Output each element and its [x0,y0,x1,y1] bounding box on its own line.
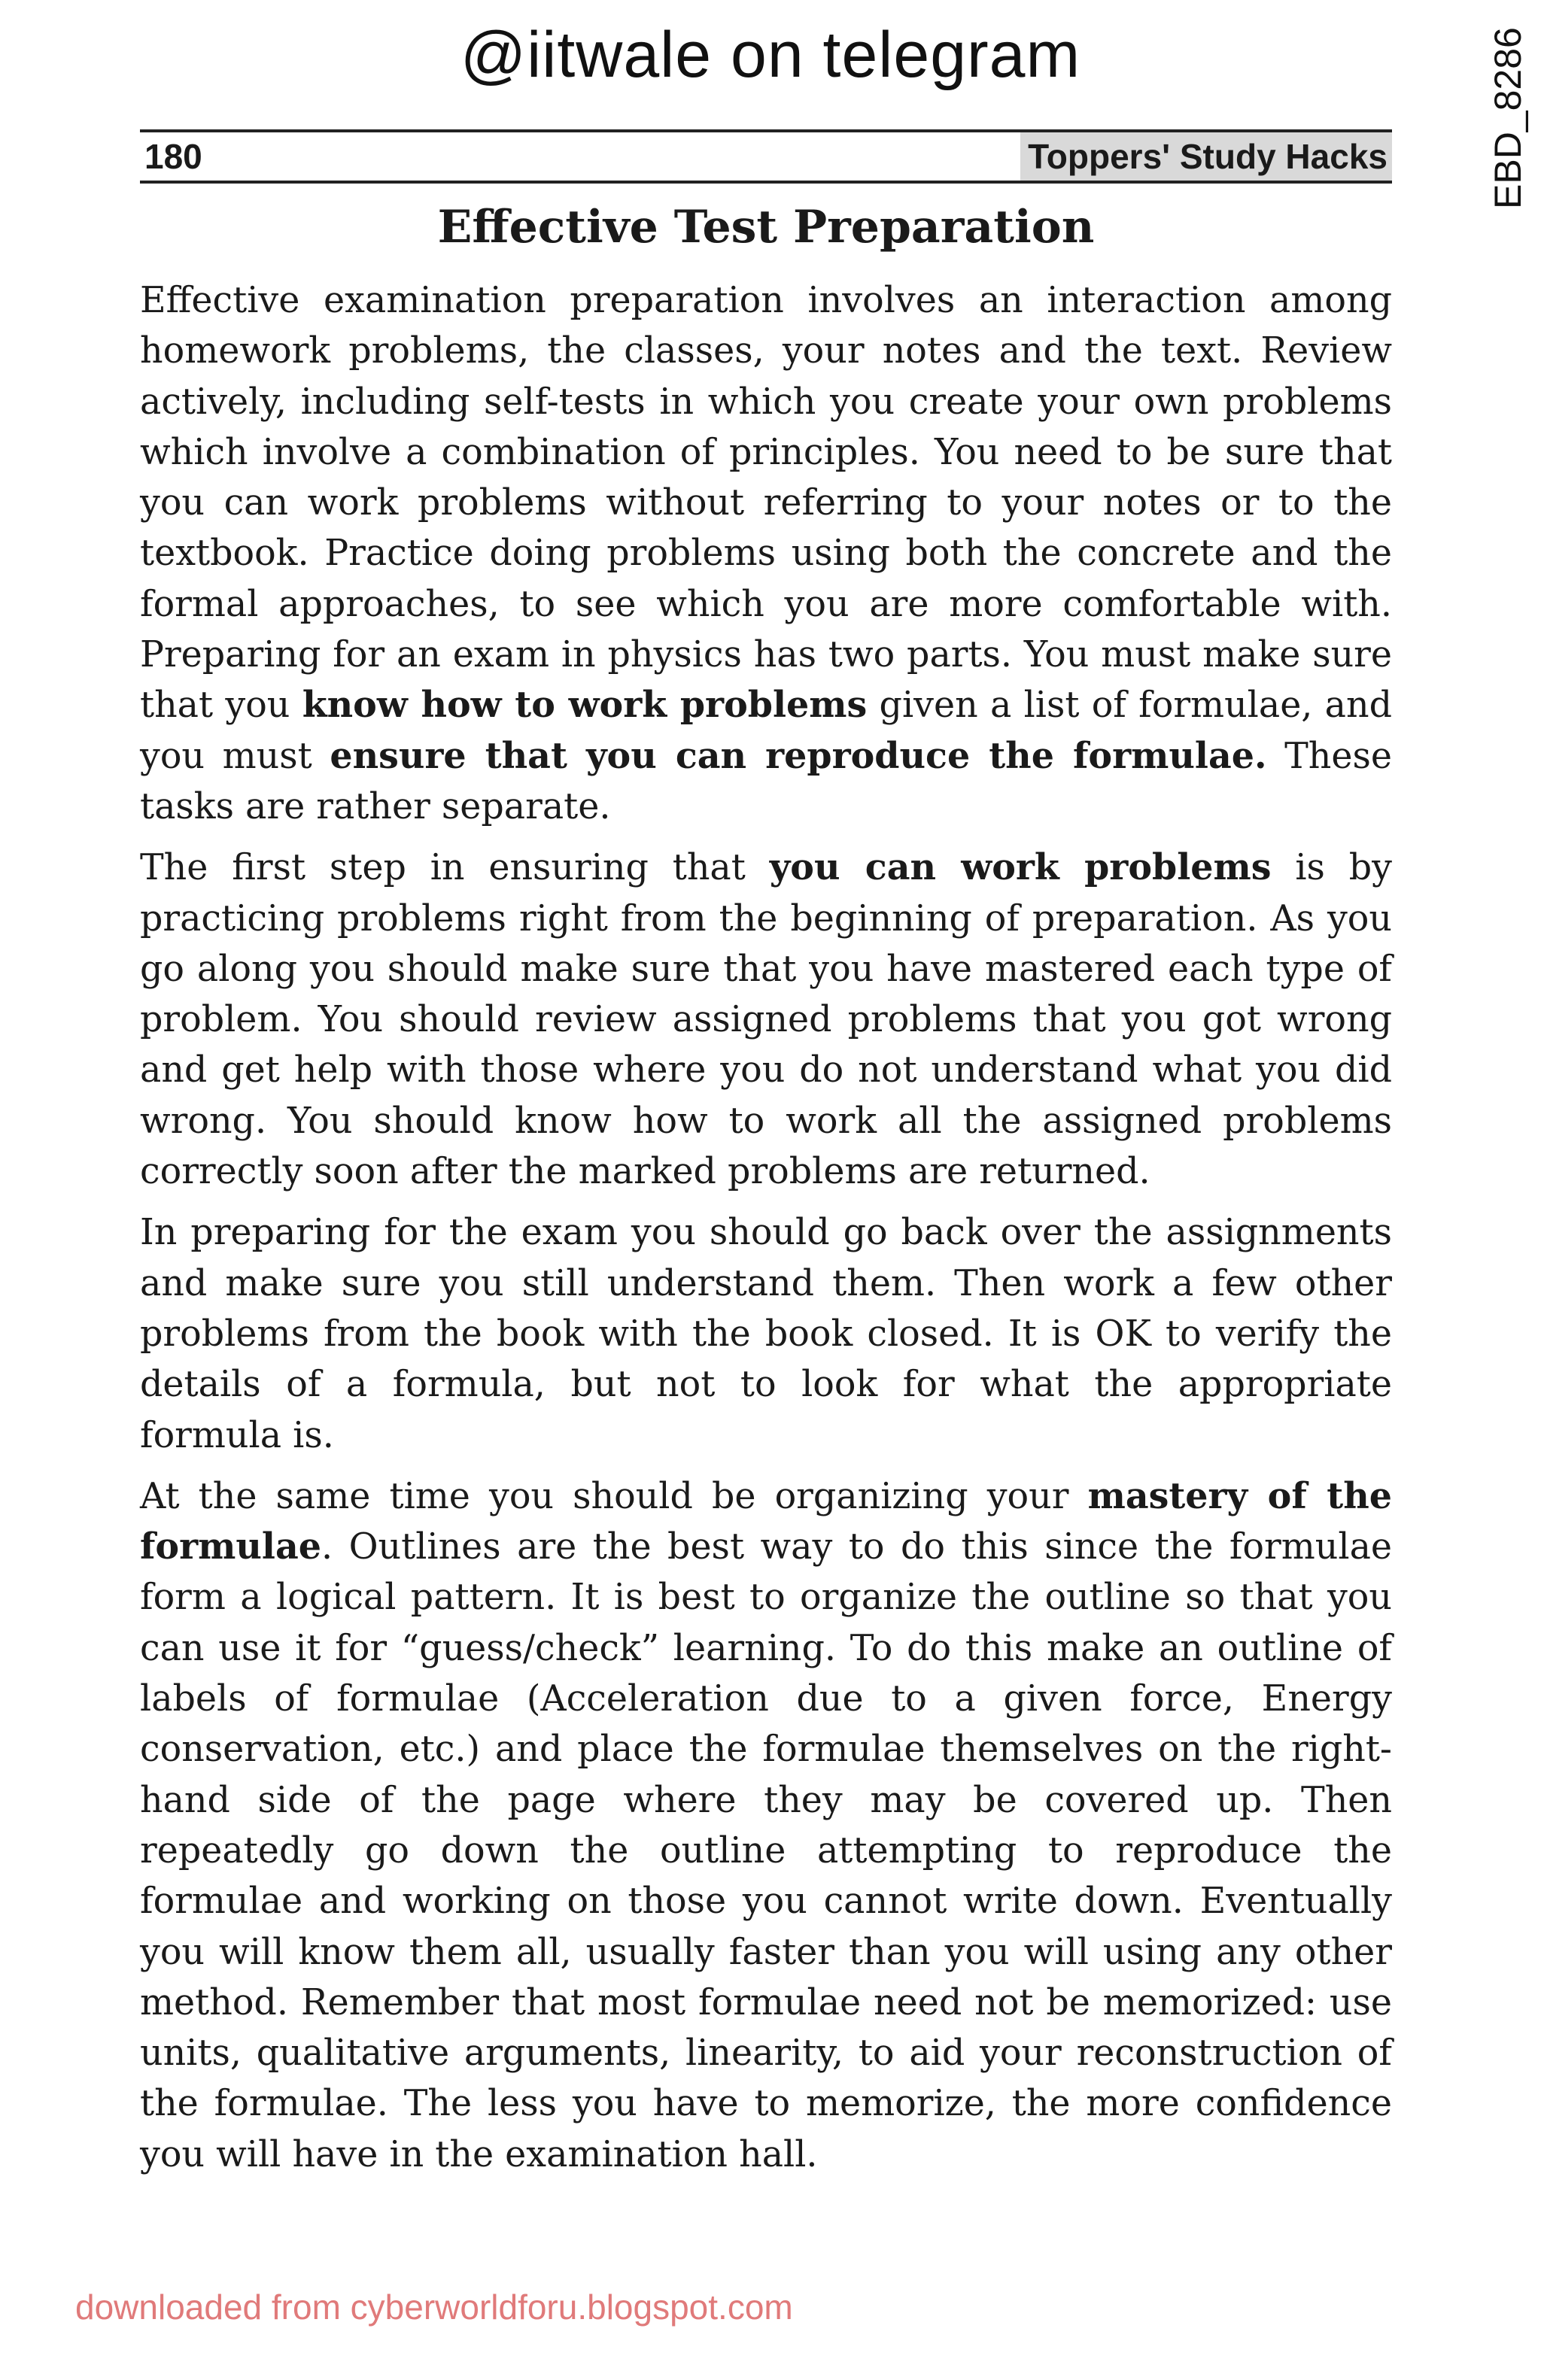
paragraph-text: . Outlines are the best way to do this since the formulae form a logical pattern. It is best to organize the outline so that you can use it for “guess/check” learning. To do this make an outline of labels of formulae (Acceleration due to a given force, Energy conservation, etc.) and place the formulae themselves on the right-hand side of the page where they may be covered up. Then repeatedly go down the outline attempting to reproduce the formulae and working on those you cannot write down. Eventually you will know them all, usually faster than you will using any other method. Remember that most formulae need not be memorized: use units, qualitative arguments, linearity, to aid your reconstruction of the formulae. The less you have to memorize, the more confidence you will have in the examination hall. [140,1526,1392,2175]
bold-phrase: mastery of the formulae [140,1474,1393,1568]
paragraph: In preparing for the exam you should go back over the assignments and make sure you still understand them. Then work a few other problems from the book with the book closed. It is OK to verify the details of a formula, but not to look for what the appropriate formula is. [140,1212,1392,1456]
side-code-label: EBD_8286 [1487,27,1529,209]
paragraph-text: is by practicing problems right from the beginning of preparation. As you go along you should make sure that you have mastered each type of problem. You should review assigned problems that you got wrong and get help with those where you do not understand what you did wrong. You should know how to work all the assigned problems correctly soon after the marked problems are returned. [140,847,1392,1193]
paragraph-text: given a list of formulae, and you must [140,685,1393,777]
paragraph-text: Effective examination preparation involves an interaction among homework problems, the classes, your notes and the text. Review actively, including self-tests in which you create your own problems which involve a combination of principles. You need to be sure that you can work problems without referring to your notes or to the textbook. Practice doing problems using both the concrete and the formal approaches, to see which you are more comfortable with. Preparing for an exam in physics has two parts. You must make sure that you [140,280,1392,727]
page-number: 180 [144,137,202,176]
paragraph [140,1471,1392,2180]
footer-download-link[interactable]: downloaded from cyberworldforu.blogspot.com [75,2287,793,2327]
book-title: Toppers' Study Hacks [1020,132,1392,181]
paragraph [140,275,1392,832]
bold-phrase: you can work problems [769,846,1272,889]
section-title: Effective Test Preparation [437,201,1095,253]
telegram-watermark: @iitwale on telegram [460,19,1081,91]
paragraph-text: These tasks are rather separate. [140,735,1392,827]
body-text [140,275,1392,2190]
paragraph [140,842,1392,1197]
running-header [140,129,1392,184]
bold-phrase: know how to work problems [302,684,868,727]
bold-phrase: ensure that you can reproduce the formulae. [330,734,1267,777]
paragraph-text: The first step in ensuring that [140,847,746,889]
paragraph-text: At the same time you should be organizing your [140,1475,1069,1517]
